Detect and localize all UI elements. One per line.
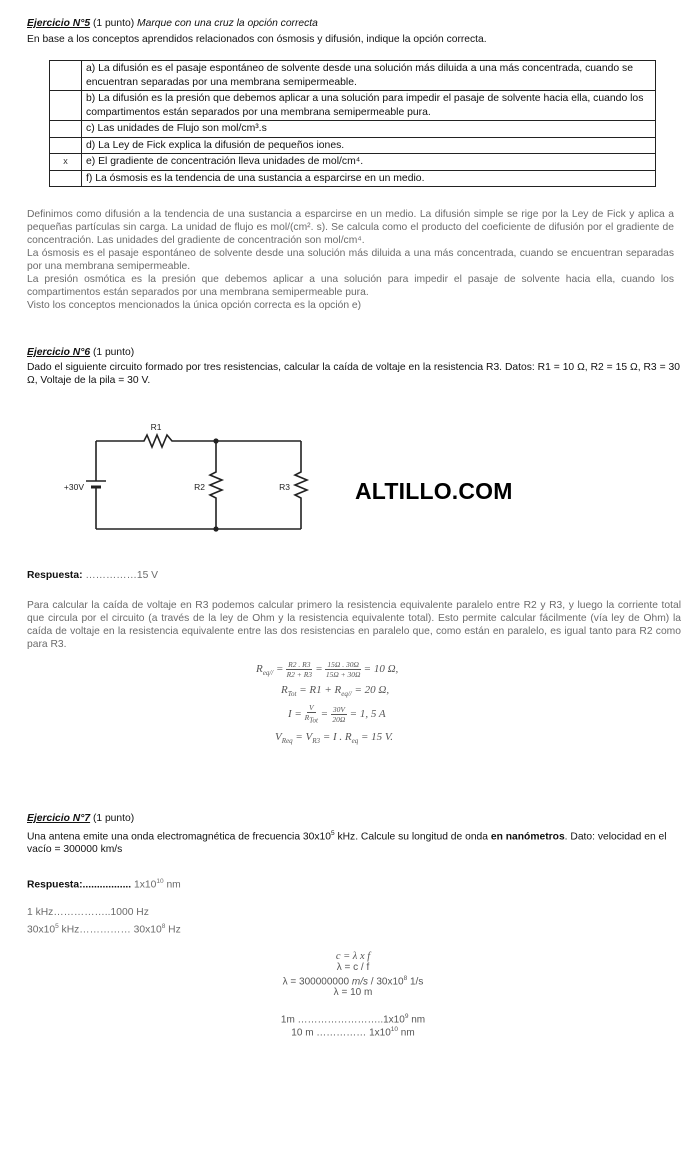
eq4-c-sub: eq [351, 737, 359, 746]
ex7-statement-2: kHz. Calcule su longitud de onda [334, 831, 491, 843]
ex7-conv2-b: kHz…………… 30x10 [58, 924, 162, 936]
eq3-frac1 [305, 703, 318, 726]
option-row-f[interactable] [50, 170, 656, 187]
option-mark[interactable] [50, 91, 82, 121]
ex7-conv2-c: Hz [165, 924, 181, 936]
r2-resistor [210, 441, 222, 529]
ex7-statement-sup: 5 [330, 830, 335, 837]
eq1-frac1 [286, 660, 312, 679]
ex5-explanation [27, 208, 674, 312]
ex6-answer-value: ……………15 V [82, 570, 159, 581]
ex7-calc3 [200, 975, 506, 987]
r1-resistor [96, 435, 301, 447]
ex5-explanation-p1: Definimos como difusión a la tendencia de una sustancia a esparcirse en un medio. La difusión simple se rige por la Ley de Fick y aplica a pequeñas partículas sin carga. La unidad de flujo es mol/(cm². s). Se calcula como el producto del coeficiente de difusión por el gradiente de concentración. Las unidades del gradiente de concentración son mol/cm⁴. [27, 209, 674, 246]
eq1-result: = 10 Ω, [363, 663, 399, 676]
option-row-b[interactable] [50, 91, 656, 121]
eq1-lhs-sub: eq// [262, 669, 274, 678]
eq2-mid-sub: eq// [341, 690, 352, 699]
eq1-f1-num: R2 . R3 [288, 660, 311, 669]
eq4-b-sub: R3 [312, 737, 321, 746]
option-text: b) La difusión es la presión que debemos aplicar a una solución para impedir el pasaje de solvente hacia ella, cuando los compartimentos están separados por una membrana semipermeable pura. [82, 91, 656, 121]
ex7-answer [27, 875, 181, 891]
option-mark[interactable]: x [50, 154, 82, 171]
eq1-f2-den: 15Ω + 30Ω [325, 670, 361, 679]
ex5-options-table [49, 60, 656, 187]
ex5-heading [27, 17, 318, 30]
eq4-a: V [275, 731, 282, 743]
ex7-answer-value: 1x10 [134, 879, 157, 891]
ex7-conv2-sup2: 8 [161, 923, 166, 930]
option-mark[interactable] [50, 121, 82, 138]
eq4-a-sub: Req [281, 737, 293, 746]
ex6-points: (1 punto) [90, 347, 135, 358]
eq2-mid: = R1 + R [299, 684, 342, 696]
r3-resistor [295, 441, 307, 529]
eq2-lhs: R [281, 684, 288, 696]
eq3-result: = 1, 5 A [349, 707, 386, 720]
r3-label: R3 [279, 482, 290, 492]
option-row-c[interactable] [50, 121, 656, 138]
ex7-heading [27, 812, 134, 825]
ex7-calc3-c: / 30x10 [368, 976, 404, 988]
ex7-conv1: 1 kHz……………..1000 Hz [27, 907, 149, 918]
ex7-conv2-sup: 5 [55, 923, 59, 930]
junction-dot [213, 526, 218, 531]
ex5-explanation-p4: Visto los conceptos mencionados la única opción correcta es la opción e) [27, 300, 362, 311]
ex7-calc4: λ = 10 m [333, 987, 373, 999]
option-row-a[interactable] [50, 61, 656, 91]
option-text: c) Las unidades de Flujo son mol/cm³.s [82, 121, 656, 138]
eq3-f1-den: R [304, 713, 310, 722]
eq4-b: = V [295, 731, 313, 743]
battery-icon [86, 481, 106, 495]
option-mark[interactable] [50, 61, 82, 91]
source-label: +30V [63, 482, 84, 492]
equation-voltage [275, 731, 393, 745]
eq4-c: = I . R [322, 731, 352, 743]
ex5-points: (1 punto) [90, 18, 138, 29]
option-text: a) La difusión es el pasaje espontáneo de solvente desde una solución más diluida a una más concentrada, cuando se encuentran separadas por una membrana semipermeable. [82, 61, 656, 91]
eq3-f2-den: 20Ω [332, 714, 346, 724]
equation-current: I = $\frac{V}{R_{Tot}}$ = $\frac{30V}{20\Omega}$ = 1, 5 A [288, 703, 386, 725]
option-text: f) La ósmosis es la tendencia de una sustancia a esparcirse en un medio. [82, 170, 656, 187]
ex7-calc3-a: λ = 300000000 [282, 976, 352, 988]
ex7-calc3-b: m/s [351, 976, 368, 988]
ex7-statement [27, 827, 677, 856]
eq1-frac2 [325, 660, 360, 679]
eq2-lhs-sub: Tot [287, 690, 297, 699]
eq3-f2-num: 30V [332, 704, 345, 714]
ex5-intro: En base a los conceptos aprendidos relacionados con ósmosis y difusión, indique la opción correcta. [27, 34, 487, 45]
ex7-conv2 [27, 920, 181, 936]
ex5-explanation-p3: La presión osmótica es la presión que debemos aplicar a una solución para impedir el pasaje de solvente hacia ella, cuando los compartimentos están separados por una membrana semipermeable pura. [27, 274, 674, 298]
ex7-calc3-d: 1/s [407, 976, 424, 988]
ex7-title: Ejercicio N°7 [27, 813, 91, 824]
ex6-answer-label: Respuesta: [27, 570, 83, 581]
option-mark[interactable] [50, 137, 82, 154]
eq3-f1-num: V [308, 703, 314, 712]
ex6-explanation: Para calcular la caída de voltaje en R3 podemos calcular primero la resistencia equivalente paralelo entre R2 y R3, y luego la corriente total que circula por el circuito (a través de la ley de Ohm y la resistencia equivalente total). Esto permite calcular fácilmente (vía ley de Ohm) la caída de voltaje en la resistencia equivalente entre las dos resistencias en paralelo que, como están en paralelo, es igual tanto para R2 como para R3. [27, 600, 681, 650]
equation-req: $R_{eq//}$ = $\frac{R2 . R3}{R2 + R3}$ = $\frac{15\Omega . 30\Omega}{15\Omega + 30\Omega}$ = 10 Ω, [256, 660, 399, 679]
ex7-answer-dots: ................. [82, 879, 135, 891]
ex6-title: Ejercicio N°6 [27, 347, 91, 358]
ex6-statement: Dado el siguiente circuito formado por tres resistencias, calcular la caída de voltaje en la resistencia R3. Datos: R1 = 10 Ω, R2 = 15 Ω, R3 = 30 Ω, Voltaje de la pila = 30 V. [27, 362, 680, 386]
ex7-calc6-sup: 10 [390, 1025, 399, 1033]
eq3-frac2 [331, 705, 347, 724]
circuit-diagram [50, 415, 330, 540]
option-row-d[interactable] [50, 137, 656, 154]
ex7-calc1: c = λ x f [335, 951, 371, 962]
ex7-calc2: λ = c / f [336, 962, 370, 973]
ex6-heading [27, 346, 134, 359]
ex7-points: (1 punto) [90, 813, 135, 824]
ex5-title: Ejercicio N°5 [27, 18, 91, 29]
option-row-e[interactable] [50, 154, 656, 171]
ex7-calc6 [200, 1026, 506, 1038]
ex5-explanation-p2: La ósmosis es el pasaje espontáneo de solvente desde una solución más diluida a una más concentrada, cuando se encuentran separadas por una membrana semipermeable. [27, 248, 674, 272]
ex7-answer-unit: nm [163, 879, 181, 891]
eq3-lhs: I = [288, 707, 302, 720]
ex7-calc6-b: nm [398, 1026, 415, 1038]
ex7-calculation [200, 951, 506, 1038]
ex7-answer-label: Respuesta: [27, 879, 83, 891]
junction-dot [213, 438, 218, 443]
r2-label: R2 [194, 482, 205, 492]
ex7-answer-sup: 10 [156, 878, 164, 885]
ex7-statement-3: . Dato: velocidad en el vacío = 300000 km/s [27, 831, 667, 856]
eq1-lhs: R [256, 663, 263, 676]
ex7-statement-1: Una antena emite una onda electromagnética de frecuencia 30x10 [27, 831, 331, 843]
ex7-calc6-a: 10 m …………… 1x10 [291, 1026, 391, 1038]
option-text: d) La Ley de Fick explica la difusión de pequeños iones. [82, 137, 656, 154]
ex7-calc5 [200, 1013, 506, 1025]
equation-rtot [281, 684, 389, 698]
ex7-calc3-sup: 8 [403, 975, 408, 982]
r1-label: R1 [150, 422, 162, 432]
eq2-result: = 20 Ω, [354, 684, 390, 696]
ex5-instruction: Marque con una cruz la opción correcta [137, 18, 318, 29]
option-mark[interactable] [50, 170, 82, 187]
ex7-calc5-a: 1m ……………………..1x10 [280, 1014, 405, 1026]
ex7-calc5-b: nm [408, 1014, 426, 1026]
option-text: e) El gradiente de concentración lleva unidades de mol/cm⁴. [82, 154, 656, 171]
eq4-result: = 15 V. [360, 731, 393, 743]
ex7-calc5-sup: 9 [404, 1013, 409, 1021]
eq3-f1-den-sub: Tot [309, 716, 318, 725]
eq1-f2-num: 15Ω . 30Ω [327, 660, 359, 669]
eq1-f1-den: R2 + R3 [286, 670, 313, 679]
ex7-conv2-a: 30x10 [27, 924, 56, 936]
ex7-statement-bold: en nanómetros [490, 831, 565, 843]
ex6-answer [27, 569, 158, 582]
watermark-logo: ALTILLO.COM [355, 478, 513, 504]
